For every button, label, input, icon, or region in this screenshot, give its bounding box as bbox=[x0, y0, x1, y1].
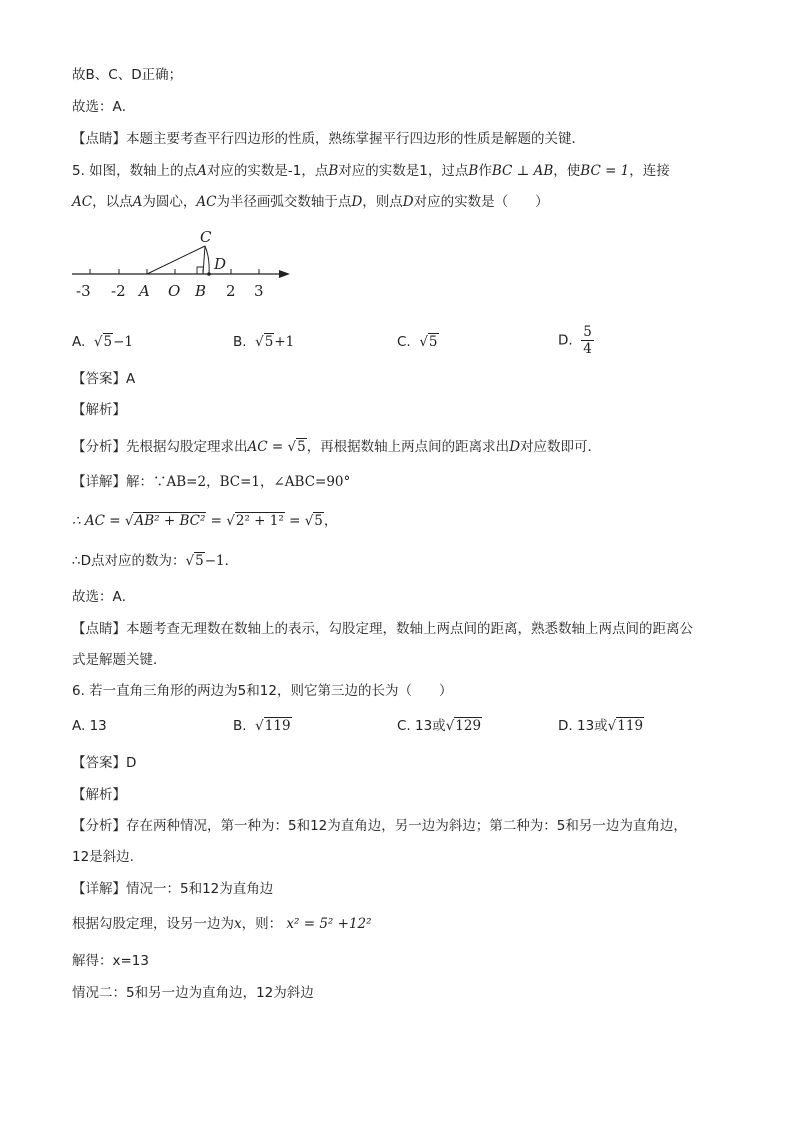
sqrt: √5 bbox=[255, 334, 274, 350]
radicand: 5 bbox=[314, 513, 323, 529]
fenxi-text: ，再根据数轴上两点间的距离求出 bbox=[306, 439, 510, 455]
option-label: C. bbox=[397, 334, 411, 350]
detail-tag: 【详解】 bbox=[72, 881, 126, 897]
comment-text: 本题主要考查平行四边形的性质，熟练掌握平行四边形的性质是解题的关键． bbox=[126, 131, 585, 147]
option-label: B. bbox=[233, 334, 247, 350]
var-d: D bbox=[351, 194, 363, 210]
tick-label: O bbox=[168, 282, 181, 300]
q6-answer bbox=[72, 754, 136, 772]
calc-ac: ∴ AC = bbox=[72, 513, 125, 529]
var-a: A bbox=[197, 163, 207, 179]
sqrt: √119 bbox=[607, 718, 644, 734]
q6-fenxi-line2: 12是斜边. bbox=[72, 849, 134, 865]
numerator: 5 bbox=[583, 324, 592, 340]
var-ac: AC bbox=[72, 194, 93, 210]
var-a: A bbox=[132, 194, 143, 210]
radicand: 5 bbox=[195, 553, 204, 569]
tick-label: -2 bbox=[111, 282, 126, 300]
stem-text: ，以点 bbox=[92, 194, 133, 210]
q5-result bbox=[72, 552, 238, 570]
var-b: B bbox=[468, 163, 479, 179]
stem-text: 为半径画弧交数轴于点 bbox=[216, 194, 352, 210]
segment-ac bbox=[147, 246, 205, 274]
bc-perp-ab: BC ⊥ AB bbox=[491, 163, 554, 179]
radicand: 129 bbox=[455, 718, 482, 734]
var-b: B bbox=[328, 163, 339, 179]
radicand: AB² + BC² bbox=[134, 513, 206, 529]
answer-tag: 【答案】 bbox=[72, 371, 126, 387]
q6-case2: 情况二：5和另一边为直角边，12为斜边 bbox=[72, 985, 314, 1001]
sqrt: √5 bbox=[304, 513, 323, 529]
pyth-equation: x² = 5² +12² bbox=[286, 916, 372, 932]
answer-value: A bbox=[126, 371, 136, 387]
q6-stem: 6. 若一直角三角形的两边为5和12，则它第三边的长为（ ） bbox=[72, 683, 453, 699]
label-c: C bbox=[200, 228, 212, 246]
axis-arrow-icon bbox=[279, 270, 290, 278]
q5-calc bbox=[72, 512, 337, 530]
stem-text: 为圆心， bbox=[142, 194, 197, 210]
sqrt: √5 bbox=[93, 334, 113, 350]
tick-label: 3 bbox=[254, 282, 264, 300]
calc-end: ， bbox=[323, 513, 338, 529]
radicand: 5 bbox=[428, 334, 438, 350]
option-tail: +1 bbox=[274, 334, 295, 350]
option-d[interactable] bbox=[558, 717, 644, 735]
detail-given: 解：∵AB=2，BC=1，∠ABC=90° bbox=[126, 474, 351, 490]
option-a[interactable]: A. 13 bbox=[72, 718, 107, 734]
stem-text: ，则点 bbox=[362, 194, 403, 210]
stem-text: 对应的实数是（ ） bbox=[413, 194, 549, 210]
fenxi-text: 存在两种情况，第一种为：5和12为直角边，另一边为斜边；第二种为：5和另一边为直角边， bbox=[126, 818, 687, 834]
pyth-text: 根据勾股定理，设另一边为 bbox=[72, 916, 234, 932]
option-a[interactable] bbox=[72, 333, 133, 351]
sqrt: √5 bbox=[185, 553, 204, 569]
option-b[interactable] bbox=[233, 717, 292, 735]
answer-tag: 【答案】 bbox=[72, 755, 126, 771]
q5-fenxi bbox=[72, 438, 601, 456]
bc-eq-1: BC = 1 bbox=[580, 163, 630, 179]
sqrt: √2² + 1² bbox=[226, 513, 284, 529]
q6-analysis-tag: 【解析】 bbox=[72, 787, 126, 803]
result-text: ∴D点对应的数为： bbox=[72, 553, 186, 569]
detail-tag: 【详解】 bbox=[72, 474, 126, 490]
stem-text: 对应的实数是1，过点 bbox=[338, 163, 469, 179]
radicand: 2² + 1² bbox=[235, 513, 284, 529]
option-label: B. bbox=[233, 718, 247, 734]
fenxi-tag: 【分析】 bbox=[72, 439, 126, 455]
stem-text: 5. 如图，数轴上的点 bbox=[72, 163, 198, 179]
fenxi-text: 先根据勾股定理求出 bbox=[126, 439, 248, 455]
fenxi-text: 对应数即可． bbox=[520, 439, 602, 455]
prev-conclusion: 故B、C、D正确； bbox=[72, 67, 183, 83]
radicand: 119 bbox=[264, 718, 291, 734]
q5-answer bbox=[72, 370, 135, 388]
segment-bc bbox=[203, 246, 205, 274]
q6-pythagoras bbox=[72, 915, 372, 933]
tick-label: -3 bbox=[76, 282, 91, 300]
option-label: D. bbox=[558, 332, 573, 349]
equals: = bbox=[284, 513, 305, 529]
tick-label: 2 bbox=[226, 282, 236, 300]
option-label: A. bbox=[72, 334, 86, 350]
pyth-text: ，则： bbox=[241, 916, 283, 932]
comment-tag: 【点睛】 bbox=[72, 131, 126, 147]
fenxi-ac: AC = bbox=[247, 439, 288, 455]
stem-text: ，使 bbox=[553, 163, 581, 179]
tick-label: B bbox=[195, 282, 207, 300]
equals: = bbox=[206, 513, 227, 529]
q5-stem-line1 bbox=[72, 162, 670, 180]
prev-choice: 故选：A． bbox=[72, 99, 136, 115]
stem-text: 作 bbox=[478, 163, 492, 179]
sqrt: √129 bbox=[445, 718, 482, 734]
var-d: D bbox=[509, 439, 521, 455]
option-label: C. 13或 bbox=[397, 718, 446, 734]
radicand: 5 bbox=[297, 439, 306, 455]
option-c[interactable] bbox=[397, 717, 482, 735]
q6-solve: 解得：x=13 bbox=[72, 953, 149, 969]
sqrt: √5 bbox=[287, 439, 306, 455]
tick-label: A bbox=[139, 282, 150, 300]
q5-detail bbox=[72, 473, 350, 491]
radicand: 119 bbox=[617, 718, 644, 734]
answer-value: D bbox=[126, 755, 137, 771]
number-line-figure bbox=[66, 222, 298, 306]
option-d[interactable] bbox=[558, 324, 594, 357]
var-ac: AC bbox=[196, 194, 217, 210]
prev-comment bbox=[72, 130, 585, 148]
label-d: D bbox=[214, 255, 227, 273]
comment-text: 本题考查无理数在数轴上的表示，勾股定理，数轴上两点间的距离，熟悉数轴上两点间的距离公 bbox=[126, 621, 693, 637]
radicand: 5 bbox=[103, 334, 113, 350]
sqrt: √119 bbox=[255, 718, 291, 734]
option-c[interactable] bbox=[397, 333, 439, 351]
radicand: 5 bbox=[264, 334, 274, 350]
arc-cd bbox=[205, 246, 209, 274]
q6-detail bbox=[72, 880, 273, 898]
q5-comment-line1 bbox=[72, 620, 693, 638]
option-b[interactable] bbox=[233, 333, 294, 351]
comment-tag: 【点睛】 bbox=[72, 621, 126, 637]
fenxi-tag: 【分析】 bbox=[72, 818, 126, 834]
right-angle-mark bbox=[197, 267, 203, 274]
stem-text: ，连接 bbox=[629, 163, 670, 179]
q6-fenxi-line1 bbox=[72, 817, 687, 835]
option-tail: −1 bbox=[113, 334, 133, 350]
var-x: x bbox=[234, 916, 242, 932]
sqrt: √5 bbox=[419, 334, 438, 350]
var-d: D bbox=[402, 194, 414, 210]
result-tail: −1． bbox=[204, 553, 239, 569]
q5-analysis-tag: 【解析】 bbox=[72, 402, 126, 418]
q5-stem-line2 bbox=[72, 193, 549, 211]
denominator: 4 bbox=[583, 341, 592, 357]
sqrt: √AB² + BC² bbox=[124, 513, 206, 529]
stem-text: 对应的实数是-1，点 bbox=[206, 163, 329, 179]
option-label: D. 13或 bbox=[558, 718, 608, 734]
fraction bbox=[581, 324, 594, 357]
point-d bbox=[207, 272, 211, 276]
case-text: 情况一：5和12为直角边 bbox=[126, 881, 274, 897]
q5-choice: 故选：A． bbox=[72, 589, 136, 605]
q5-comment-line2: 式是解题关键． bbox=[72, 652, 167, 668]
